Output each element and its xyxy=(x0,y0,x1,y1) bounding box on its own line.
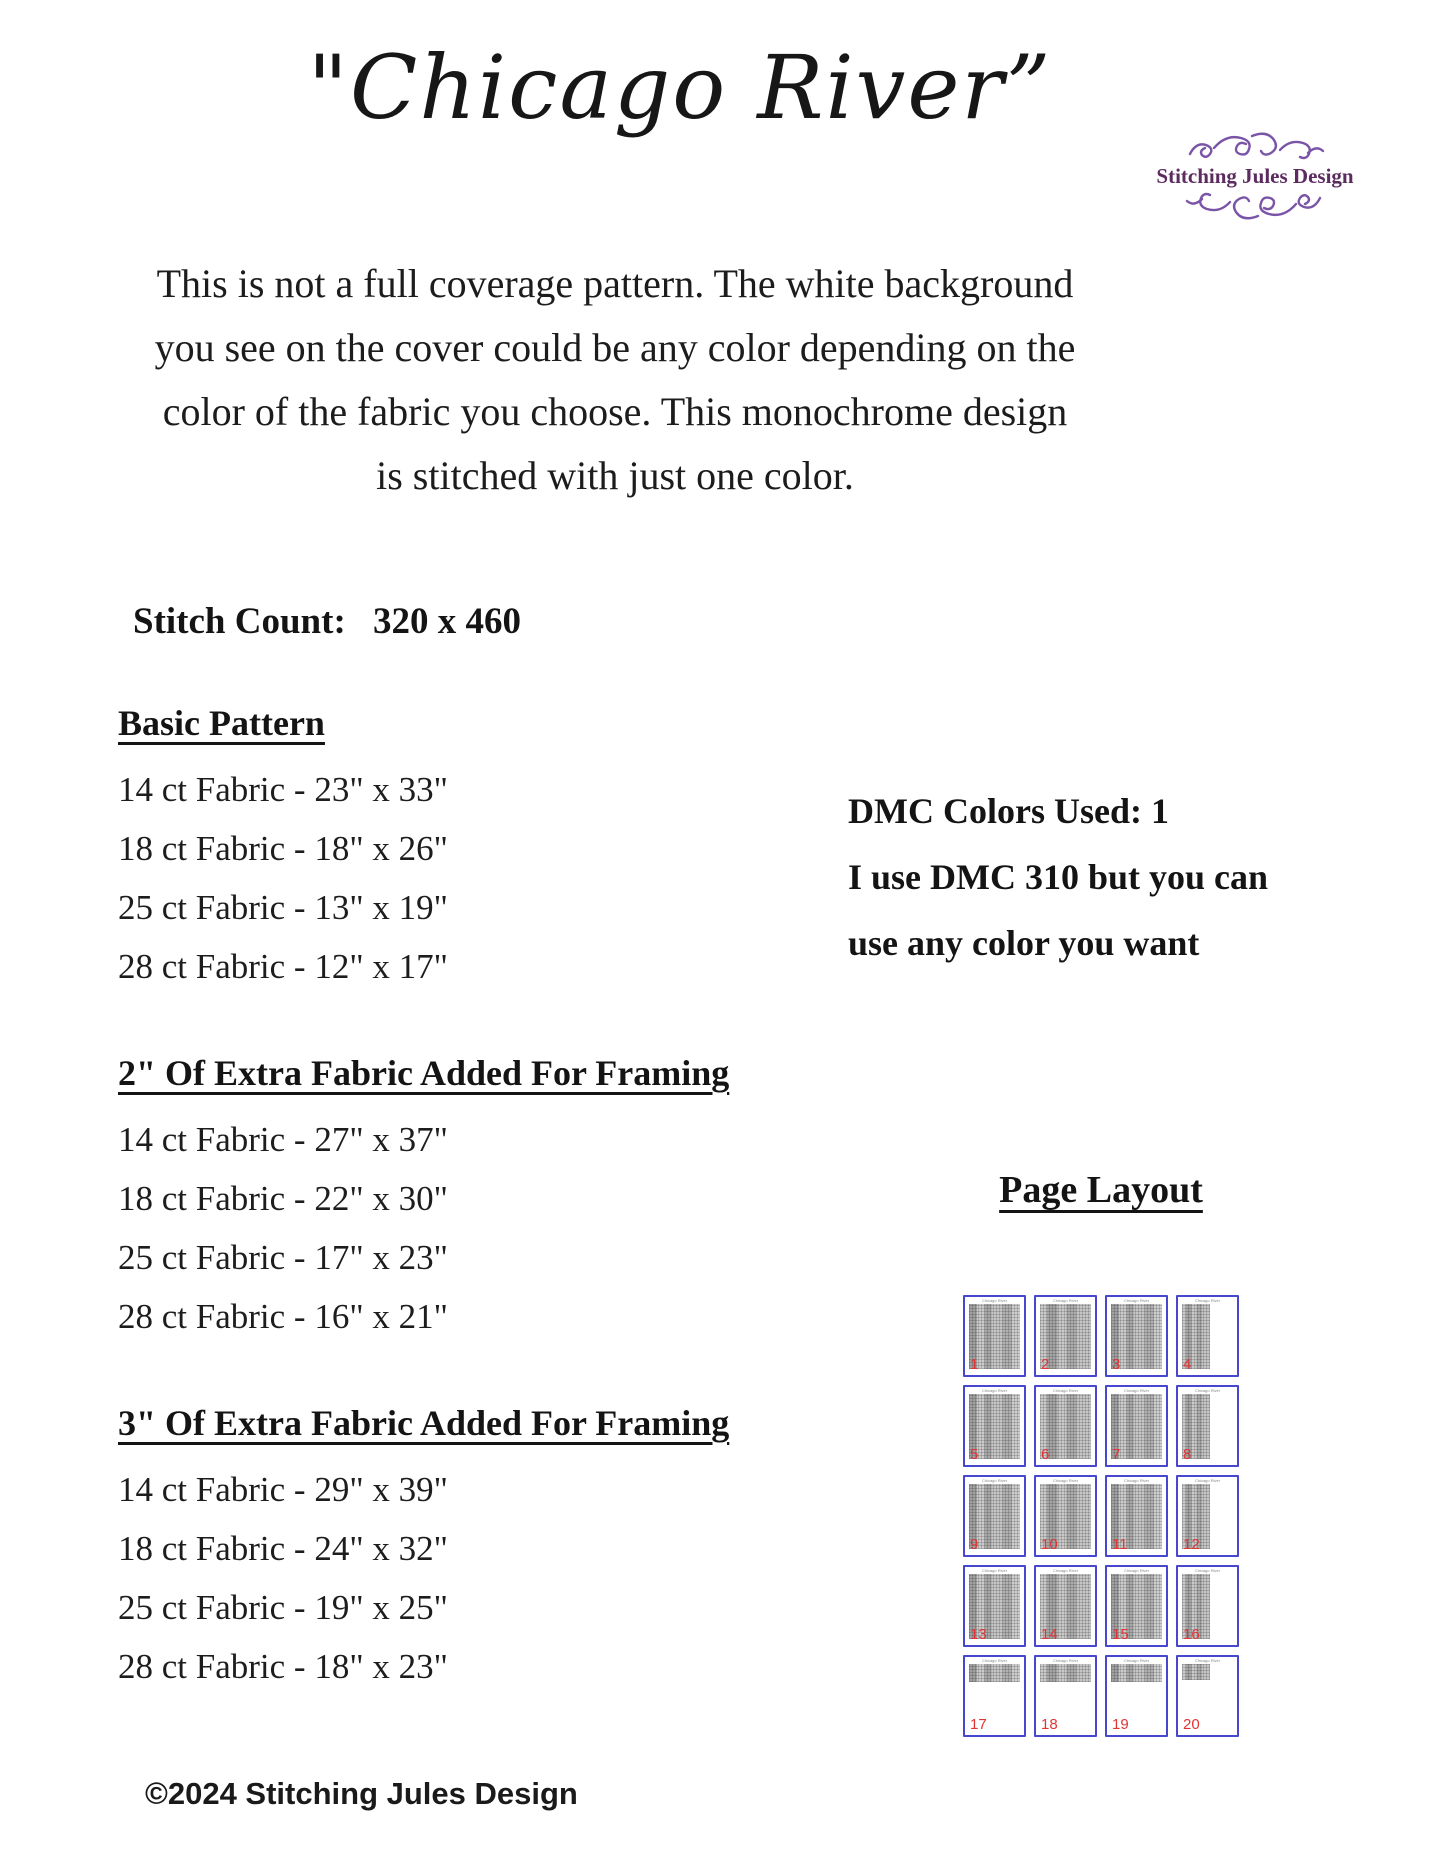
section-2in-framing xyxy=(118,1052,729,1346)
pattern-preview xyxy=(969,1664,1020,1682)
intro-line: you see on the cover could be any color depending on the xyxy=(154,325,1076,370)
page-thumbnail xyxy=(1034,1385,1097,1467)
fabric-size-item: 25 ct Fabric - 17" x 23" xyxy=(118,1238,448,1277)
page-number: 1 xyxy=(970,1356,979,1373)
page-thumbnail xyxy=(963,1385,1026,1467)
page-number: 3 xyxy=(1112,1356,1121,1373)
dmc-line: DMC Colors Used: 1 xyxy=(848,791,1169,831)
thumb-title: Chicago River xyxy=(1052,1658,1079,1663)
pattern-preview xyxy=(1182,1664,1210,1680)
thumb-title: Chicago River xyxy=(1052,1568,1079,1573)
page-number: 18 xyxy=(1041,1716,1058,1733)
page-number: 2 xyxy=(1041,1356,1050,1373)
dmc-line: use any color you want xyxy=(848,923,1200,963)
thumb-title: Chicago River xyxy=(981,1388,1008,1393)
stitch-count xyxy=(133,600,521,643)
stitch-count-label: Stitch Count: xyxy=(133,601,346,642)
fabric-size-item: 14 ct Fabric - 23" x 33" xyxy=(118,770,448,809)
section-heading: 2" Of Extra Fabric Added For Framing xyxy=(118,1053,730,1093)
dmc-line: I use DMC 310 but you can xyxy=(848,857,1269,897)
thumb-title: Chicago River xyxy=(1194,1388,1221,1393)
thumb-title: Chicago River xyxy=(1194,1478,1221,1483)
page-thumbnail xyxy=(1105,1475,1168,1557)
page-thumbnail xyxy=(1105,1295,1168,1377)
page-number: 15 xyxy=(1112,1626,1129,1643)
page-number: 17 xyxy=(970,1716,987,1733)
fabric-size-item: 18 ct Fabric - 22" x 30" xyxy=(118,1179,448,1218)
page-thumbnail xyxy=(1105,1565,1168,1647)
page-thumbnail xyxy=(1105,1655,1168,1737)
thumb-title: Chicago River xyxy=(981,1568,1008,1573)
thumb-title: Chicago River xyxy=(1194,1298,1221,1303)
section-basic-pattern xyxy=(118,702,448,996)
page-thumbnail xyxy=(1176,1655,1239,1737)
fabric-size-item: 18 ct Fabric - 18" x 26" xyxy=(118,829,448,868)
section-heading: 3" Of Extra Fabric Added For Framing xyxy=(118,1403,730,1443)
page-thumbnail xyxy=(1176,1385,1239,1467)
thumb-title: Chicago River xyxy=(981,1478,1008,1483)
thumb-title: Chicago River xyxy=(1123,1298,1150,1303)
flourish-icon xyxy=(1180,128,1330,164)
page-layout-heading: Page Layout xyxy=(999,1169,1203,1211)
intro-paragraph xyxy=(0,252,1230,508)
page-title: "Chicago River” xyxy=(307,36,1053,139)
intro-line: is stitched with just one color. xyxy=(376,453,854,498)
fabric-size-item: 14 ct Fabric - 27" x 37" xyxy=(118,1120,448,1159)
page-thumbnail xyxy=(963,1295,1026,1377)
fabric-size-item: 25 ct Fabric - 13" x 19" xyxy=(118,888,448,927)
pattern-preview xyxy=(1040,1664,1091,1682)
page-number: 6 xyxy=(1041,1446,1050,1463)
page-thumbnail xyxy=(1176,1565,1239,1647)
brand-name: Stitching Jules Design xyxy=(1156,164,1354,188)
page-thumbnail xyxy=(1034,1655,1097,1737)
fabric-size-item: 14 ct Fabric - 29" x 39" xyxy=(118,1470,448,1509)
pattern-preview xyxy=(1111,1664,1162,1682)
flourish-icon xyxy=(1180,188,1330,224)
intro-line: This is not a full coverage pattern. The white background xyxy=(156,261,1074,306)
fabric-size-item: 28 ct Fabric - 18" x 23" xyxy=(118,1647,448,1686)
page-number: 4 xyxy=(1183,1356,1192,1373)
fabric-size-item: 28 ct Fabric - 16" x 21" xyxy=(118,1297,448,1336)
section-heading: Basic Pattern xyxy=(118,703,325,743)
fabric-size-item: 25 ct Fabric - 19" x 25" xyxy=(118,1588,448,1627)
brand-logo xyxy=(1150,128,1360,224)
page-number: 8 xyxy=(1183,1446,1192,1463)
thumb-title: Chicago River xyxy=(1123,1658,1150,1663)
page-number: 12 xyxy=(1183,1536,1200,1553)
page-thumbnail xyxy=(963,1475,1026,1557)
page-number: 11 xyxy=(1112,1536,1128,1553)
thumb-title: Chicago River xyxy=(981,1298,1008,1303)
dmc-colors-note xyxy=(848,778,1408,976)
thumb-title: Chicago River xyxy=(1052,1298,1079,1303)
page-number: 7 xyxy=(1112,1446,1121,1463)
page-number: 19 xyxy=(1112,1716,1129,1733)
page-thumbnail xyxy=(1034,1565,1097,1647)
thumb-title: Chicago River xyxy=(1123,1568,1150,1573)
page-layout-grid xyxy=(963,1295,1239,1737)
thumb-title: Chicago River xyxy=(1052,1388,1079,1393)
page-number: 14 xyxy=(1041,1626,1058,1643)
page-number: 9 xyxy=(970,1536,979,1553)
page-thumbnail xyxy=(1176,1295,1239,1377)
fabric-size-item: 28 ct Fabric - 12" x 17" xyxy=(118,947,448,986)
thumb-title: Chicago River xyxy=(981,1658,1008,1663)
fabric-size-item: 18 ct Fabric - 24" x 32" xyxy=(118,1529,448,1568)
page-thumbnail xyxy=(1034,1475,1097,1557)
thumb-title: Chicago River xyxy=(1123,1388,1150,1393)
stitch-count-value: 320 x 460 xyxy=(373,601,522,642)
page-number: 5 xyxy=(970,1446,979,1463)
page-thumbnail xyxy=(963,1565,1026,1647)
page-thumbnail xyxy=(1176,1475,1239,1557)
copyright: ©2024 Stitching Jules Design xyxy=(145,1776,578,1811)
page-number: 16 xyxy=(1183,1626,1200,1643)
page-number: 10 xyxy=(1041,1536,1058,1553)
page-number: 20 xyxy=(1183,1716,1200,1733)
thumb-title: Chicago River xyxy=(1123,1478,1150,1483)
page-thumbnail xyxy=(963,1655,1026,1737)
page-thumbnail xyxy=(1034,1295,1097,1377)
intro-line: color of the fabric you choose. This monochrome design xyxy=(162,389,1068,434)
page-number: 13 xyxy=(970,1626,987,1643)
section-3in-framing xyxy=(118,1402,729,1696)
thumb-title: Chicago River xyxy=(1052,1478,1079,1483)
page-thumbnail xyxy=(1105,1385,1168,1467)
thumb-title: Chicago River xyxy=(1194,1658,1221,1663)
thumb-title: Chicago River xyxy=(1194,1568,1221,1573)
